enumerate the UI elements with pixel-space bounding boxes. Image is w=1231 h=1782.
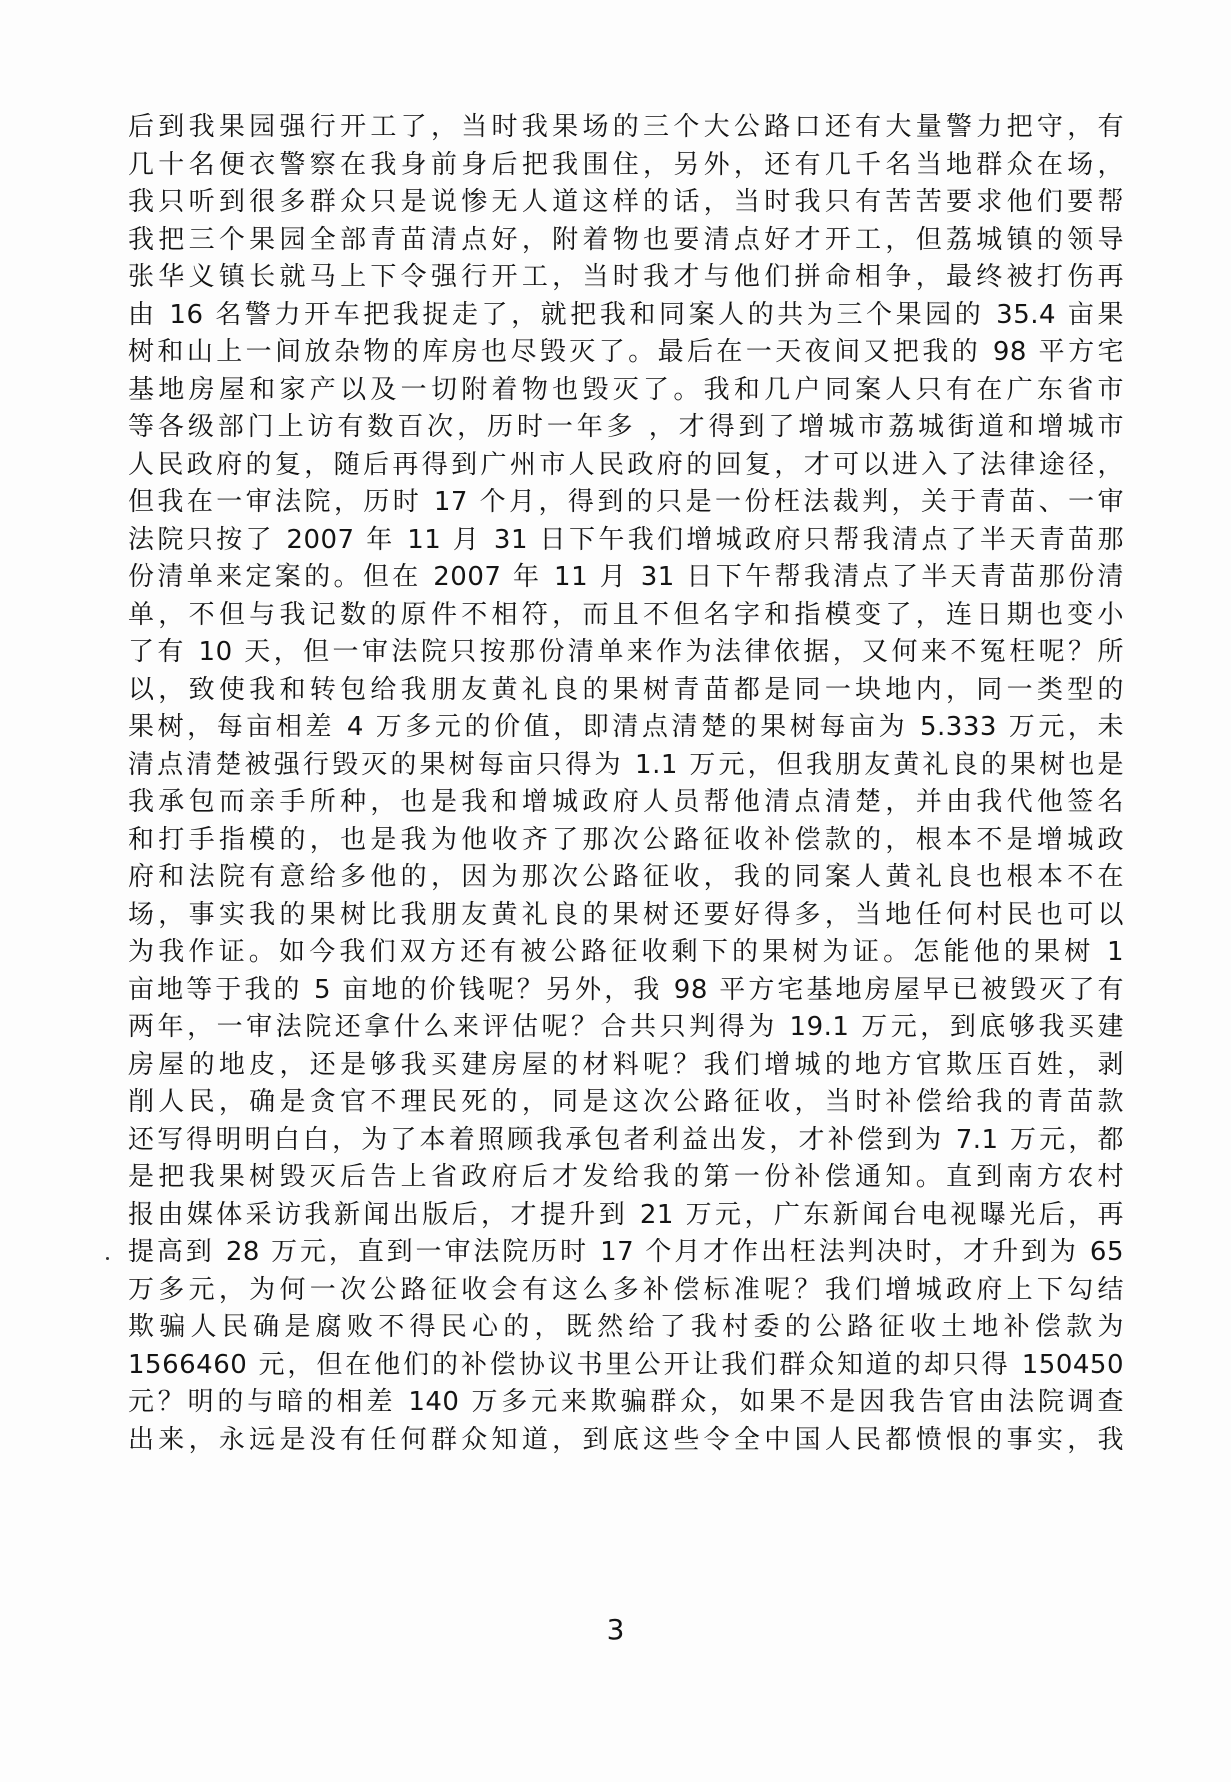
text-line: 我承包而亲手所种，也是我和增城政府人员帮他清点清楚，并由我代他签名 (128, 787, 1124, 817)
text-line: 削人民，确是贪官不理民死的，同是这次公路征收，当时补偿给我的青苗款 (128, 1087, 1124, 1117)
text-line: 法院只按了 2007 年 11 月 31 日下午我们增城政府只帮我清点了半天青苗那 (128, 524, 1124, 555)
text-line: 单，不但与我记数的原件不相符，而且不但名字和指模变了，连日期也变小 (128, 599, 1124, 630)
text-line: 了有 10 天，但一审法院只按那份清单来作为法律依据，又何来不冤枉呢？所 (128, 637, 1124, 667)
text-line: 场，事实我的果树比我朋友黄礼良的果树还要好得多，当地任何村民也可以 (128, 899, 1124, 930)
text-line: 提高到 28 万元，直到一审法院历时 17 个月才作出枉法判决时，才升到为 65 (128, 1237, 1124, 1267)
text-line: 欺骗人民确是腐败不得民心的，既然给了我村委的公路征收土地补偿款为 (128, 1312, 1124, 1342)
text-line: 和打手指模的，也是我为他收齐了那次公路征收补偿款的，根本不是增城政 (128, 824, 1124, 855)
text-line: 后到我果园强行开工了，当时我果场的三个大公路口还有大量警力把守，有 (128, 112, 1124, 142)
text-line: 果树，每亩相差 4 万多元的价值，即清点清楚的果树每亩为 5.333 万元，未 (128, 712, 1124, 742)
text-line: 份清单来定案的。但在 2007 年 11 月 31 日下午帮我清点了半天青苗那份清 (128, 562, 1124, 592)
text-line: 基地房屋和家产以及一切附着物也毁灭了。我和几户同案人只有在广东省市 (128, 374, 1124, 405)
text-line: 我只听到很多群众只是说惨无人道这样的话，当时我只有苦苦要求他们要帮 (128, 187, 1124, 217)
text-line: 树和山上一间放杂物的库房也尽毁灭了。最后在一天夜间又把我的 98 平方宅 (128, 337, 1124, 367)
text-line: 我把三个果园全部青苗清点好，附着物也要清点好才开工，但荔城镇的领导 (128, 224, 1124, 255)
text-line: 清点清楚被强行毁灭的果树每亩只得为 1.1 万元，但我朋友黄礼良的果树也是 (128, 749, 1124, 780)
text-line: 两年，一审法院还拿什么来评估呢？合共只判得为 19.1 万元，到底够我买建 (128, 1012, 1124, 1042)
text-line: 是把我果树毁灭后告上省政府后才发给我的第一份补偿通知。直到南方农村 (128, 1162, 1124, 1192)
text-line: 亩地等于我的 5 亩地的价钱呢？另外，我 98 平方宅基地房屋早已被毁灭了有 (128, 974, 1124, 1005)
text-line: 还写得明明白白，为了本着照顾我承包者利益出发，才补偿到为 7.1 万元，都 (128, 1124, 1124, 1155)
text-line: 等各级部门上访有数百次，历时一年多 ，才得到了增城市荔城街道和增城市 (128, 412, 1124, 442)
text-line: 以，致使我和转包给我朋友黄礼良的果树青苗都是同一块地内，同一类型的 (128, 674, 1124, 705)
page-number: 3 (606, 1613, 625, 1646)
text-line: 房屋的地皮，还是够我买建房屋的材料呢？我们增城的地方官欺压百姓，剥 (128, 1049, 1124, 1080)
text-line: 由 16 名警力开车把我捉走了，就把我和同案人的共为三个果园的 35.4 亩果 (128, 299, 1124, 330)
text-line: 为我作证。如今我们双方还有被公路征收剩下的果树为证。怎能他的果树 1 (128, 937, 1124, 967)
text-line: 万多元，为何一次公路征收会有这么多补偿标准呢？我们增城政府上下勾结 (128, 1274, 1124, 1305)
text-line: 报由媒体采访我新闻出版后，才提升到 21 万元，广东新闻台电视曝光后，再 (128, 1199, 1124, 1230)
text-line: 1566460 元，但在他们的补偿协议书里公开让我们群众知道的却只得 150450 (128, 1349, 1124, 1380)
scan-speck (106, 1257, 109, 1260)
text-line: 出来，永远是没有任何群众知道，到底这些令全中国人民都愤恨的事实，我 (128, 1424, 1124, 1455)
text-line: 张华义镇长就马上下令强行开工，当时我才与他们拼命相争，最终被打伤再 (128, 262, 1124, 292)
text-line: 人民政府的复，随后再得到广州市人民政府的回复，才可以进入了法律途径， (128, 449, 1124, 480)
body-text (128, 109, 1124, 1459)
text-line: 元？明的与暗的相差 140 万多元来欺骗群众，如果不是因我告官由法院调查 (128, 1387, 1124, 1417)
text-line: 但我在一审法院，历时 17 个月，得到的只是一份枉法裁判，关于青苗、一审 (128, 487, 1124, 517)
text-line: 府和法院有意给多他的，因为那次公路征收，我的同案人黄礼良也根本不在 (128, 862, 1124, 892)
text-line: 几十名便衣警察在我身前身后把我围住，另外，还有几千名当地群众在场， (128, 149, 1124, 180)
